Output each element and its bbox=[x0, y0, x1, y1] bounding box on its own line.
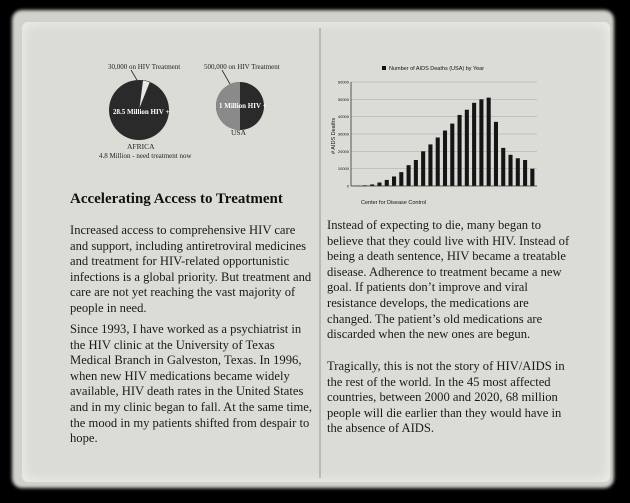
chart-bar bbox=[399, 172, 403, 186]
chart-y-tick-label: 0 bbox=[346, 183, 349, 189]
usa-region-label: USA bbox=[231, 128, 247, 137]
chart-x-axis-label: Center for Disease Control bbox=[361, 200, 427, 206]
aids-deaths-bar-chart bbox=[325, 62, 547, 212]
chart-legend-swatch bbox=[382, 66, 386, 70]
chart-bars bbox=[356, 98, 535, 186]
chart-bar bbox=[414, 160, 418, 186]
chart-bar bbox=[450, 124, 454, 186]
chart-bar bbox=[508, 155, 512, 186]
chart-bar bbox=[523, 160, 527, 186]
left-paragraph-2: Since 1993, I have worked as a psychiatrist in the HIV clinic at the University of Texas Medical Branch in Galveston, Texas. In 1996, when new HIV medications became widely available, HIV death rates in the United States and in my clinic began to fall. At the same time, the mood in my patients shifted from despair to hope. bbox=[70, 322, 313, 446]
usa-pie-inner-label: 1 Million HIV + bbox=[219, 102, 267, 110]
africa-pie-inner-label: 28.5 Million HIV + bbox=[113, 108, 170, 116]
chart-bar bbox=[436, 137, 440, 186]
chart-bar bbox=[487, 98, 491, 186]
chart-bar bbox=[407, 165, 411, 186]
chart-bar bbox=[465, 110, 469, 186]
right-paragraph-1: Instead of expecting to die, many began to believe that they could live with HIV. Instead of being a death sentence, HIV became a treatable disease. Adherence to treatment became a new goal. If patients don’t improve and viral resistance develops, the medications are changed. The patient’s old medications are discarded when the new ones are begun. bbox=[327, 218, 570, 342]
chart-y-tick-label: 40000 bbox=[337, 114, 349, 120]
chart-y-tick-label: 60000 bbox=[337, 79, 349, 85]
chart-y-tick-label: 50000 bbox=[337, 96, 349, 102]
chart-y-axis-label: # AIDS Deaths bbox=[331, 117, 337, 154]
chart-legend-text: Number of AIDS Deaths (USA) by Year bbox=[389, 66, 485, 72]
chart-y-tick-label: 30000 bbox=[337, 131, 349, 137]
chart-bar bbox=[530, 169, 534, 186]
chart-bar bbox=[377, 183, 381, 186]
right-paragraph-2: Tragically, this is not the story of HIV/AIDS in the rest of the world. In the 45 most affected countries, between 2000 and 2020, 68 million people will die earlier than they would have in the absence of AIDS. bbox=[327, 359, 565, 436]
chart-y-ticks bbox=[338, 80, 350, 189]
africa-pie-pointer bbox=[131, 70, 137, 80]
africa-region-label: AFRICA bbox=[127, 142, 155, 151]
africa-pie-top-label: 30,000 on HIV Treatment bbox=[108, 63, 181, 71]
chart-bar bbox=[392, 176, 396, 186]
usa-pie-top-label: 500,000 on HIV Treatment bbox=[204, 63, 280, 71]
chart-bar bbox=[479, 99, 483, 186]
chart-bar bbox=[443, 131, 447, 186]
chart-bar bbox=[421, 151, 425, 186]
chart-y-tick-label: 20000 bbox=[337, 148, 349, 154]
chart-bar bbox=[494, 122, 498, 186]
chart-bar bbox=[385, 180, 389, 186]
chart-bar bbox=[458, 115, 462, 186]
page-fold bbox=[319, 28, 321, 478]
africa-need-note: 4.8 Million - need treatment now bbox=[99, 152, 192, 160]
usa-pie-pointer bbox=[222, 70, 230, 84]
chart-bar bbox=[516, 158, 520, 186]
chart-y-tick-label: 10000 bbox=[337, 166, 349, 172]
chart-bar bbox=[472, 103, 476, 186]
chart-bar bbox=[428, 144, 432, 186]
left-paragraph-1: Increased access to comprehensive HIV care and support, including antiretroviral medicines and treatment for HIV-related opportunistic infections is a global priority. But treatment and care are not yet reaching the vast majority of people in need. bbox=[70, 223, 312, 315]
section-heading: Accelerating Access to Treatment bbox=[70, 191, 283, 207]
usa-pie-chart bbox=[210, 70, 270, 132]
chart-bar bbox=[501, 148, 505, 186]
